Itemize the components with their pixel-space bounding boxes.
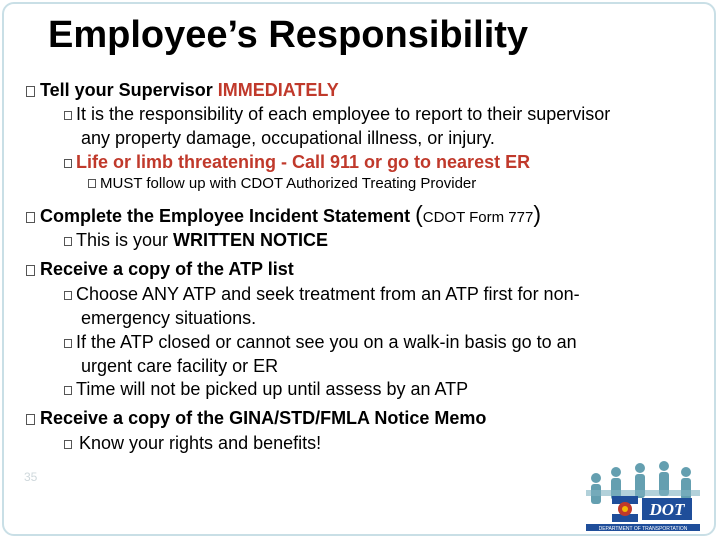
logo-subtext: DEPARTMENT OF TRANSPORTATION xyxy=(598,526,688,532)
bullet-atp-list: Receive a copy of the ATP list xyxy=(26,258,294,280)
sub-bullet-choose-atp-cont: emergency situations. xyxy=(81,308,257,328)
bullet-box-icon xyxy=(26,265,35,276)
bullet-box-icon xyxy=(64,339,72,348)
bullet-box-icon xyxy=(88,179,96,188)
sub-bullet-time: Time will not be picked up until assess by an ATP xyxy=(64,378,468,400)
bullet-box-icon xyxy=(64,440,72,449)
logo-text: DOT xyxy=(649,500,685,519)
bullet-box-icon xyxy=(26,414,35,425)
sub-bullet-life-or-limb: Life or limb threatening - Call 911 or go to nearest ER xyxy=(64,151,530,173)
bullet-incident-statement: Complete the Employee Incident Statement (CDOT Form 777) xyxy=(26,203,541,229)
sub-bullet-know-rights: Know your rights and benefits! xyxy=(64,432,321,454)
sub-bullet-choose-atp: Choose ANY ATP and seek treatment from an ATP first for non- xyxy=(64,283,580,305)
bullet-box-icon xyxy=(26,212,35,223)
bullet-box-icon xyxy=(64,159,72,168)
bullet-box-icon xyxy=(64,291,72,300)
bullet-gina-memo: Receive a copy of the GINA/STD/FMLA Notice Memo xyxy=(26,407,486,429)
form-number: CDOT Form 777 xyxy=(422,209,534,226)
page-number: 35 xyxy=(24,470,38,484)
sub-bullet-atp-closed: If the ATP closed or cannot see you on a walk-in basis go to an xyxy=(64,331,577,353)
bullet-box-icon xyxy=(26,86,35,97)
sub-bullet-responsibility: It is the responsibility of each employee to report to their supervisor xyxy=(64,103,610,125)
bullet-box-icon xyxy=(64,237,72,246)
slide-title: Employee’s Responsibility xyxy=(48,14,529,56)
sub-bullet-atp-closed-cont: urgent care facility or ER xyxy=(81,356,279,376)
emphasis-immediately: IMMEDIATELY xyxy=(217,80,339,100)
cdot-logo xyxy=(582,456,704,534)
sub-sub-bullet-must-follow-up: MUST follow up with CDOT Authorized Treating Provider xyxy=(88,174,476,194)
bullet-box-icon xyxy=(64,386,72,395)
sub-bullet-written-notice: This is your WRITTEN NOTICE xyxy=(64,229,328,251)
bullet-tell-supervisor: Tell your Supervisor IMMEDIATELY xyxy=(26,79,339,101)
sub-bullet-responsibility-cont: any property damage, occupational illness, or injury. xyxy=(81,128,495,148)
bullet-box-icon xyxy=(64,111,72,120)
